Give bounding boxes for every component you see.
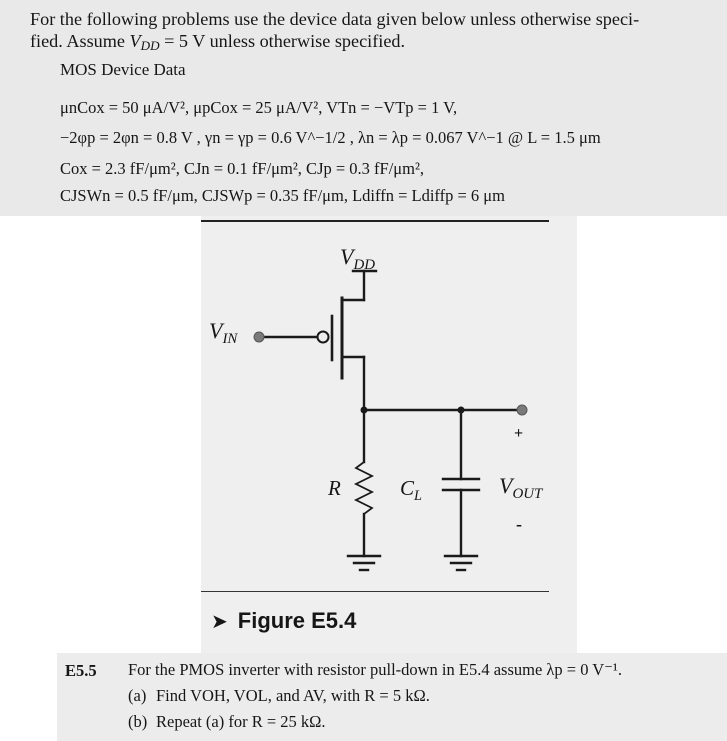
vdd-label: $V_{DD}$: [340, 244, 376, 273]
vout-minus-sign: -: [516, 514, 522, 534]
intro-line-1: For the following problems use the device data given below unless otherwise speci-: [30, 9, 640, 29]
junction-dot-1: [361, 407, 368, 414]
device-data-title: MOS Device Data: [60, 60, 186, 79]
figure-caption-text: Figure E5.4: [237, 608, 357, 633]
equation-line-4: CJSWn = 0.5 fF/μm, CJSWp = 0.35 fF/μm, Ldiffn = Ldiffp = 6 μm: [60, 186, 505, 205]
problem-number: E5.5: [65, 661, 97, 680]
vin-terminal: [254, 332, 264, 342]
caption-arrow-icon: ➤: [211, 611, 228, 633]
pmos-gate-bubble: [318, 332, 329, 343]
problem-statement: For the PMOS inverter with resistor pull-down in E5.4 assume λp = 0 V⁻¹.: [128, 660, 623, 679]
resistor-zigzag: [356, 462, 372, 514]
problem-part-b: [128, 712, 326, 732]
vout-label: $V_{OUT}$: [499, 473, 543, 502]
figure-bottom-rule: [201, 591, 549, 592]
equation-line-2: −2φp = 2φn = 0.8 V , γn = γp = 0.6 V^−1/2 , λn = λp = 0.067 V^−1 @ L = 1.5 μm: [60, 128, 601, 147]
intro-line-2: fied. Assume $V_{DD} = 5$ V unless otherwise specified.: [30, 31, 406, 53]
part-b-label: (b): [128, 712, 148, 731]
equation-line-3: Cox = 2.3 fF/μm², CJn = 0.1 fF/μm², CJp = 0.3 fF/μm²,: [60, 159, 425, 178]
vout-terminal: [517, 405, 527, 415]
vin-label: $V_{IN}$: [209, 318, 238, 347]
figure-caption: [211, 608, 356, 634]
vout-plus-sign: +: [514, 425, 524, 442]
equation-line-1: μnCox = 50 μA/V², μpCox = 25 μA/V², VTn = −VTp = 1 V,: [60, 98, 458, 117]
part-b-text: Repeat (a) for R = 25 kΩ.: [156, 712, 326, 731]
capacitor-label: $C_L$: [400, 476, 422, 504]
resistor-label: R: [328, 476, 341, 500]
part-a-label: (a): [128, 686, 147, 705]
junction-dot-2: [458, 407, 465, 414]
problem-part-a: [128, 686, 430, 706]
part-a-text: Find VOH, VOL, and AV, with R = 5 kΩ.: [156, 686, 430, 705]
